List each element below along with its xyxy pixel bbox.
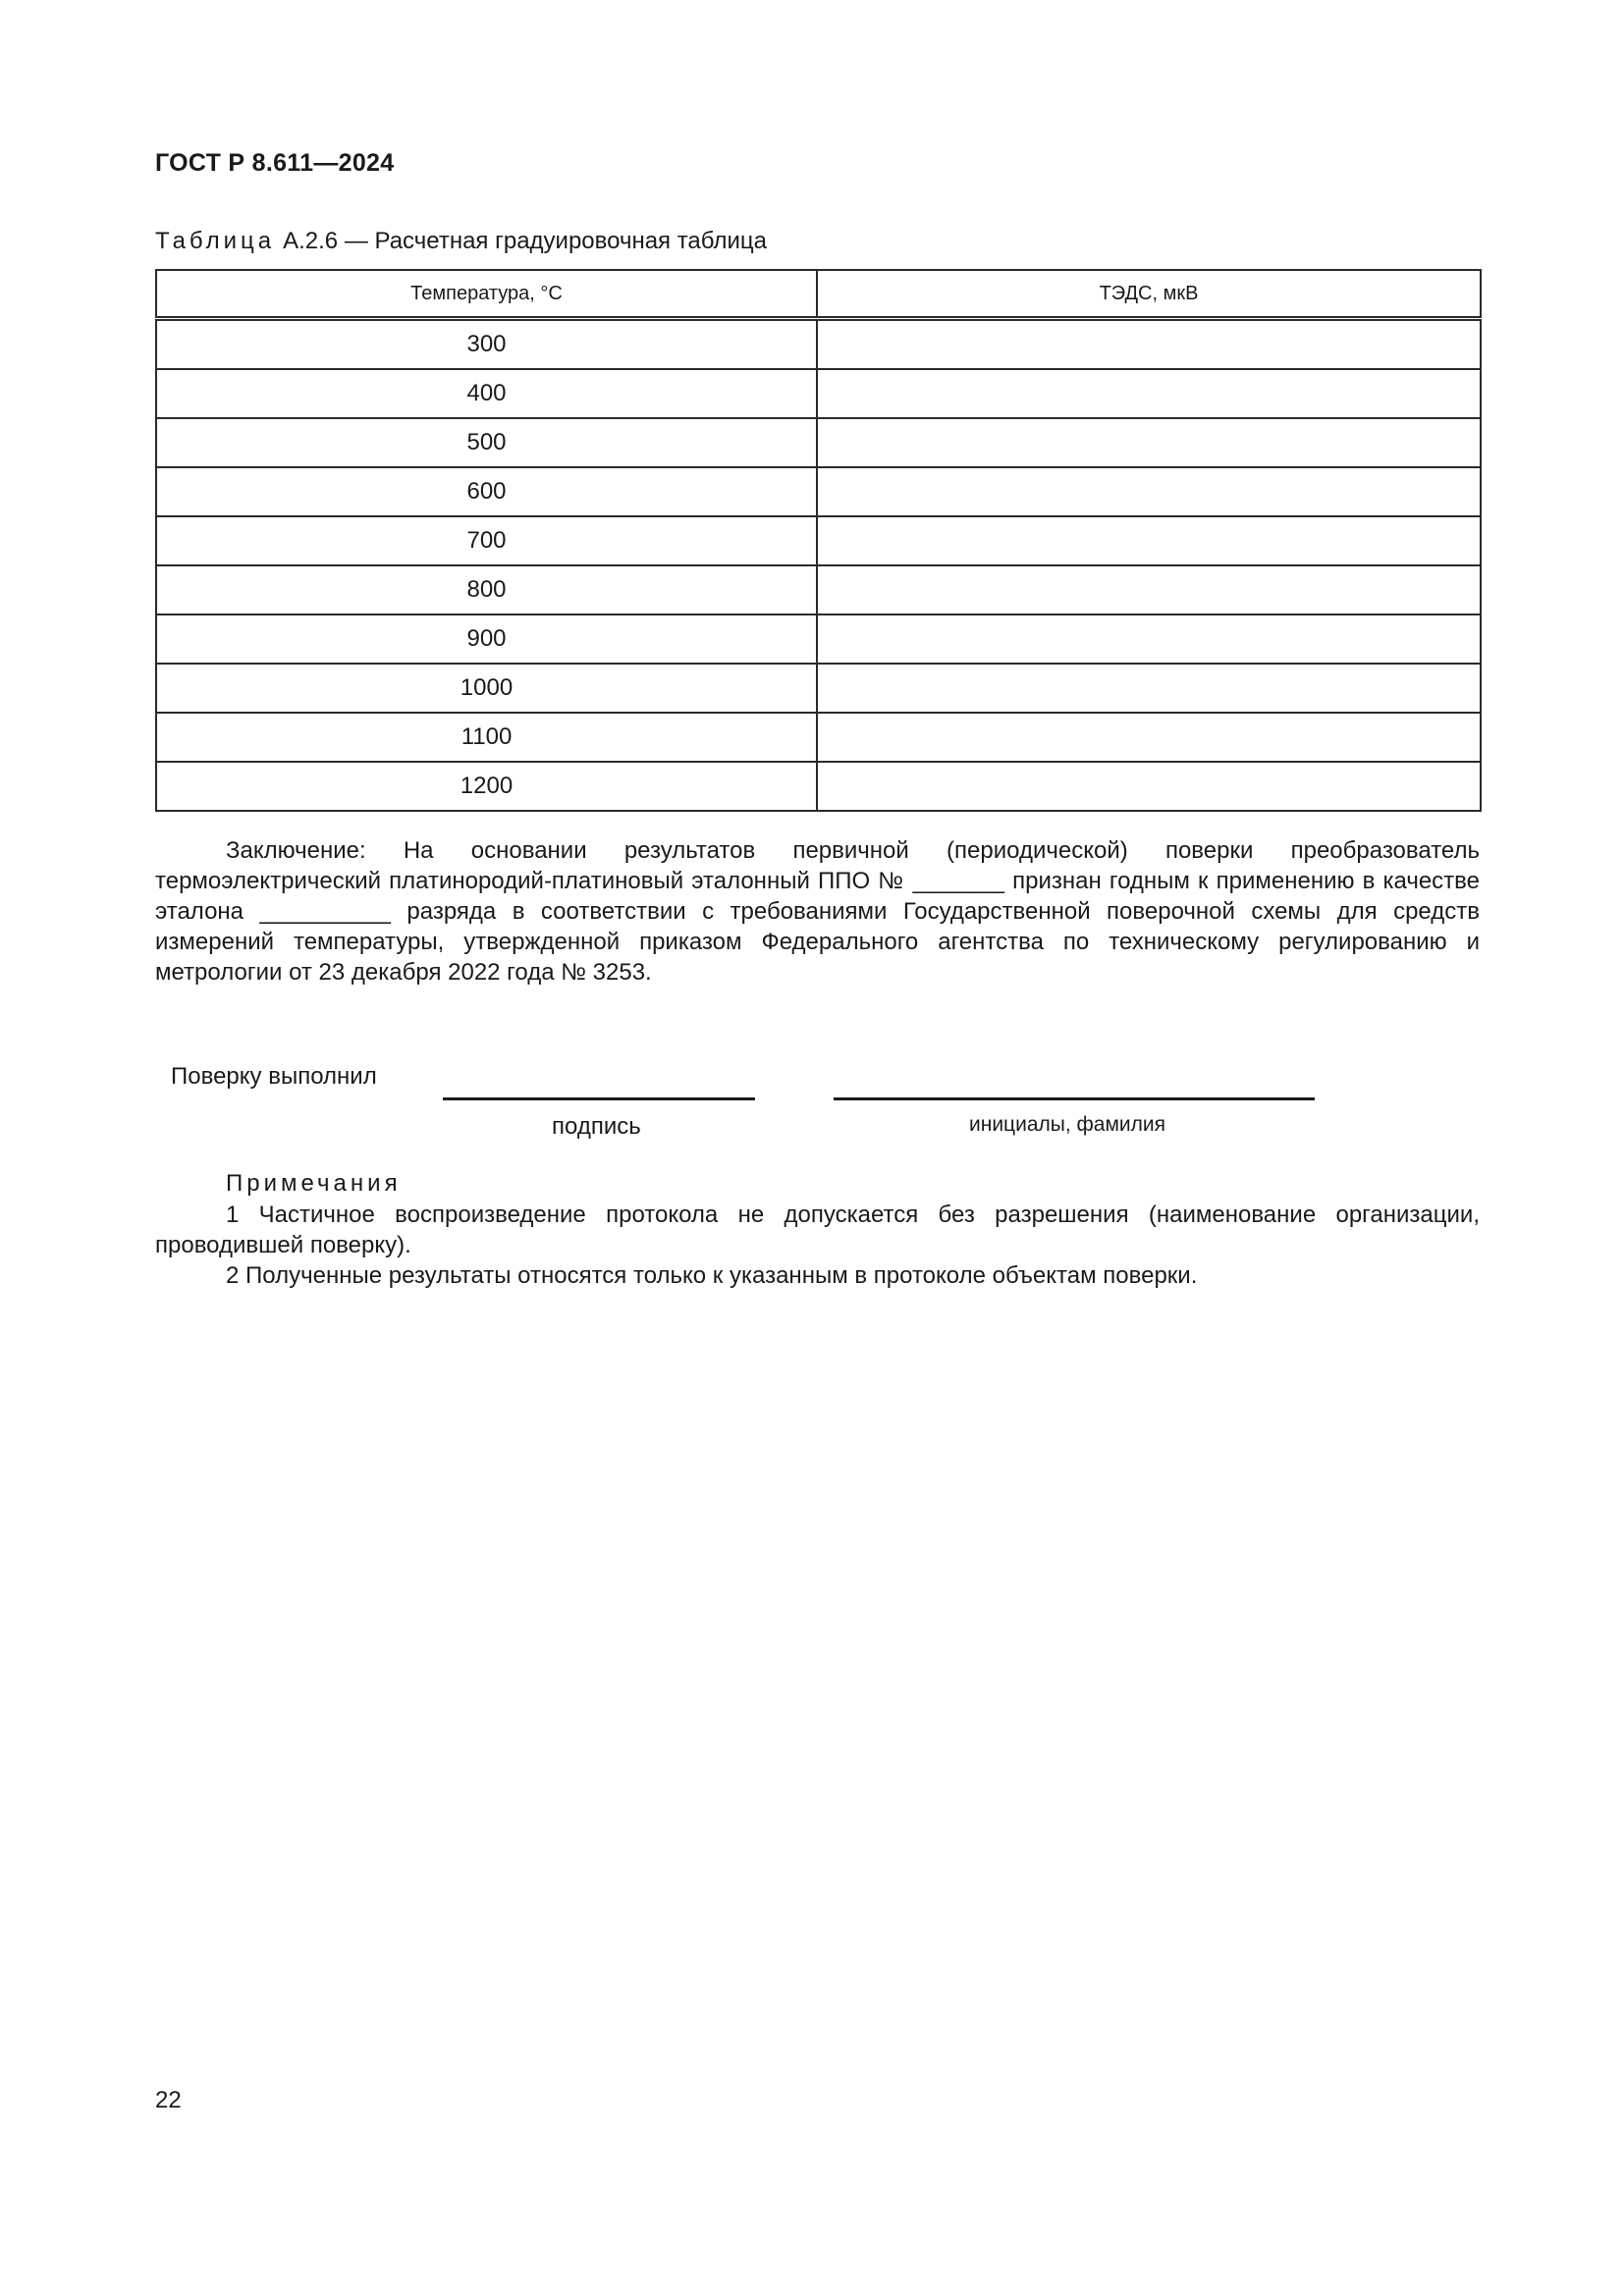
conclusion-paragraph: Заключение: На основании результатов первичной (периодической) поверки преобразователь термоэлектрический платинородий-платиновый эталонный ППО № _______ признан годным к применению в качестве эталона __________ разряда в соответствии с требованиями Государственной поверочной схемы для средств измерений температуры, утвержденной приказом Федерального агентства по техническому регулированию и метрологии от 23 декабря 2022 года № 3253. — [155, 837, 1480, 986]
table-caption — [155, 228, 767, 255]
table-caption-word: Таблица — [155, 228, 276, 254]
table-row — [156, 614, 1481, 664]
table-header-row — [156, 270, 1481, 319]
table-row — [156, 565, 1481, 614]
tedc-cell[interactable] — [817, 369, 1481, 418]
temperature-cell: 900 — [156, 614, 817, 664]
table-caption-text: А.2.6 — Расчетная градуировочная таблица — [283, 228, 767, 254]
tedc-cell[interactable] — [817, 467, 1481, 516]
temperature-cell: 1200 — [156, 762, 817, 811]
performed-by-label: Поверку выполнил — [171, 1063, 377, 1090]
temperature-cell: 1100 — [156, 713, 817, 762]
temperature-cell: 800 — [156, 565, 817, 614]
temperature-cell: 300 — [156, 319, 817, 370]
temperature-cell: 1000 — [156, 664, 817, 713]
signature-label: подпись — [552, 1113, 641, 1140]
tedc-cell[interactable] — [817, 516, 1481, 565]
table-row — [156, 418, 1481, 467]
temperature-cell: 500 — [156, 418, 817, 467]
note-item-2: 2 Полученные результаты относятся только к указанным в протоколе объектам поверки. — [226, 1262, 1198, 1289]
tedc-cell[interactable] — [817, 614, 1481, 664]
note-item-1: 1 Частичное воспроизведение протокола не допускается без разрешения (наименование организации, проводившей поверку). — [155, 1201, 1480, 1258]
tedc-cell[interactable] — [817, 762, 1481, 811]
table-row — [156, 713, 1481, 762]
table-row — [156, 516, 1481, 565]
tedc-cell[interactable] — [817, 713, 1481, 762]
calibration-table — [155, 269, 1482, 812]
document-code: ГОСТ Р 8.611—2024 — [155, 149, 395, 177]
table-row — [156, 664, 1481, 713]
header-temperature: Температура, °С — [156, 270, 817, 319]
table-row — [156, 467, 1481, 516]
page-number: 22 — [155, 2087, 182, 2113]
table-row — [156, 369, 1481, 418]
notes-heading: Примечания — [226, 1170, 402, 1197]
signature-line — [443, 1097, 755, 1100]
temperature-cell: 600 — [156, 467, 817, 516]
tedc-cell[interactable] — [817, 664, 1481, 713]
tedc-cell[interactable] — [817, 418, 1481, 467]
tedc-cell[interactable] — [817, 565, 1481, 614]
name-line — [834, 1097, 1315, 1100]
name-label: инициалы, фамилия — [969, 1113, 1165, 1136]
table-row — [156, 319, 1481, 370]
temperature-cell: 400 — [156, 369, 817, 418]
table-row — [156, 762, 1481, 811]
tedc-cell[interactable] — [817, 319, 1481, 370]
header-tedc: ТЭДС, мкВ — [817, 270, 1481, 319]
temperature-cell: 700 — [156, 516, 817, 565]
